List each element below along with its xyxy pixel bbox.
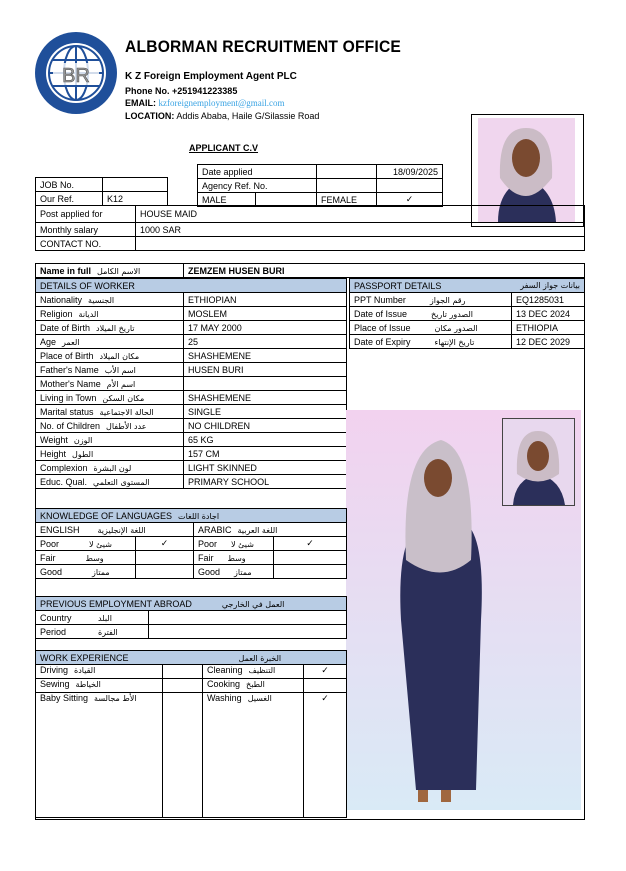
arabic-level-label: Good [198,566,221,577]
detail-label-ar: العمر [62,337,80,347]
name-label-ar: الاسم الكامل [97,266,141,276]
english-level-check: ✓ [136,537,194,551]
salary-value: 1000 SAR [136,223,585,237]
work-left-cell [36,693,163,818]
detail-label-cell [36,363,184,377]
agency-ref-value [377,179,443,193]
detail-label-ar: المستوى التعلمي [93,477,150,487]
detail-label-ar: مكان الميلاد [99,351,140,361]
english-level-cell [36,551,136,565]
detail-label: Height [40,448,67,459]
passport-label-ar: رقم الجواز [429,295,466,305]
work-right-label-ar: الغسيل [247,694,272,703]
work-right-cell [203,679,304,693]
location-label: LOCATION: [125,111,175,121]
work-right-cell [203,693,304,818]
detail-value: SINGLE [184,405,347,419]
detail-value: 157 CM [184,447,347,461]
detail-label-cell [36,433,184,447]
detail-row [36,433,347,447]
country-value [149,611,347,625]
salary-label: Monthly salary [36,223,136,237]
details-header: DETAILS OF WORKER [36,279,347,293]
work-title: WORK EXPERIENCE [40,652,129,663]
detail-label: No. of Children [40,420,101,431]
work-right-check: ✓ [304,665,347,679]
detail-value: 25 [184,335,347,349]
detail-label: Place of Birth [40,350,94,361]
languages-title: KNOWLEDGE OF LANGUAGES [40,510,173,521]
work-right-label-ar: التنظيف [248,666,276,675]
period-label-ar: الفترة [98,627,118,637]
detail-label: Date of Birth [40,322,91,333]
detail-value: LIGHT SKINNED [184,461,347,475]
arabic-level-label-ar: ممتاز [234,567,252,577]
post-value: HOUSE MAID [136,206,585,223]
detail-label: Complexion [40,462,88,473]
work-experience-table [35,650,347,818]
detail-value: NO CHILDREN [184,419,347,433]
detail-value: PRIMARY SCHOOL [184,475,347,489]
detail-label: Age [40,336,57,347]
language-level-row [36,551,347,565]
passport-label-ar: تاريخ الإنتهاء [434,337,475,347]
detail-label-ar: الجنسية [88,295,115,305]
work-right-cell [203,665,304,679]
detail-label: Father's Name [40,364,99,375]
arabic-level-check: ✓ [274,537,347,551]
detail-label: Weight [40,434,68,445]
detail-label-ar: لون البشرة [93,463,132,473]
detail-label-cell [36,307,184,321]
work-right-check: ✓ [304,693,347,818]
passport-label: PPT Number [354,294,406,305]
email-label: EMAIL: [125,98,156,108]
name-label: Name in full [40,265,92,276]
location: Addis Ababa, Haile G/Silassie Road [176,111,320,121]
detail-value: HUSEN BURI [184,363,347,377]
passport-label: Place of Issue [354,322,411,333]
job-table [35,177,168,206]
detail-label-cell [36,335,184,349]
work-right-label-ar: الطبخ [246,680,265,689]
post-label: Post applied for [36,206,136,223]
arabic-level-label-ar: وسط [227,553,246,563]
our-ref-value: K12 [103,192,168,206]
work-right-label: Washing [207,693,242,703]
work-row [36,693,347,818]
english-level-check [136,565,194,579]
period-label: Period [40,626,67,637]
work-left-check [163,693,203,818]
detail-row [36,405,347,419]
detail-label-cell [36,321,184,335]
name-label-cell [36,264,184,278]
detail-label-ar: تاريخ الميلاد [96,323,135,333]
arabic-level-label: Poor [198,538,218,549]
english-level-cell [36,565,136,579]
detail-label-cell [36,419,184,433]
passport-label: Date of Issue [354,308,408,319]
work-left-check [163,665,203,679]
work-left-label-ar: الخياطة [75,680,101,689]
female-label: FEMALE [317,193,377,207]
detail-label-ar: عدد الأطفال [106,421,147,431]
english-level-check [136,551,194,565]
agency-ref-label: Agency Ref. No. [198,179,317,193]
work-row [36,665,347,679]
detail-label-ar: اسم الأب [104,365,136,375]
english-level-label-ar: وسط [85,553,104,563]
work-left-cell [36,665,163,679]
passport-value: 13 DEC 2024 [512,307,585,321]
english-level-label-ar: ممتاز [92,567,110,577]
language-level-row [36,565,347,579]
english-level-cell [36,537,136,551]
contact-value [136,237,585,251]
english-label-ar: اللغة الإنجليزية [97,525,146,535]
detail-value: ETHIOPIAN [184,293,347,307]
languages-table [35,508,347,579]
passport-title-ar: بيانات جواز السفر [520,280,580,290]
name-value: ZEMZEM HUSEN BURI [184,264,585,278]
detail-label-ar: الديانة [78,309,99,319]
detail-label-cell [36,293,184,307]
contact-label: CONTACT NO. [36,237,136,251]
detail-row [36,321,347,335]
detail-value [184,377,347,391]
applicant-full-photo [346,410,581,810]
language-level-row [36,537,347,551]
detail-label: Mother's Name [40,378,101,389]
date-applied-value: 18/09/2025 [377,165,443,179]
passport-label-cell [350,293,512,307]
arabic-level-check [274,565,347,579]
name-table [35,263,585,278]
passport-row [350,335,585,349]
passport-label-cell [350,321,512,335]
arabic-level-label: Fair [198,552,214,563]
inset-portrait [502,418,575,506]
passport-value: 12 DEC 2029 [512,335,585,349]
passport-row [350,293,585,307]
agent-name: K Z Foreign Employment Agent PLC [125,71,297,82]
previous-title: PREVIOUS EMPLOYMENT ABROAD [40,598,192,609]
work-left-label: Baby Sitting [40,693,89,703]
detail-row [36,293,347,307]
passport-row [350,307,585,321]
company-name: ALBORMAN RECRUITMENT OFFICE [125,37,402,56]
previous-employment-table [35,596,347,639]
passport-value: EQ1285031 [512,293,585,307]
document-title: APPLICANT C.V [189,143,259,153]
date-applied-label: Date applied [198,165,317,179]
details-table [35,278,347,489]
passport-row [350,321,585,335]
work-row [36,679,347,693]
arabic-level-cell [194,565,274,579]
passport-table [349,278,585,349]
post-table [35,205,585,251]
detail-label: Living in Town [40,392,97,403]
detail-label-cell [36,391,184,405]
detail-value: SHASHEMENE [184,349,347,363]
passport-title: PASSPORT DETAILS [354,280,442,291]
detail-label: Nationality [40,294,83,305]
detail-row [36,363,347,377]
female-check: ✓ [377,193,443,207]
work-left-label: Sewing [40,679,70,689]
detail-label: Religion [40,308,73,319]
detail-label: Educ. Qual. [40,476,88,487]
detail-value: 17 MAY 2000 [184,321,347,335]
english-level-label: Fair [40,552,56,563]
detail-label-cell [36,461,184,475]
location-line [125,111,319,121]
passport-header [350,279,585,293]
arabic-level-check [274,551,347,565]
detail-label-cell [36,447,184,461]
email-line [125,98,285,108]
detail-label-cell [36,377,184,391]
detail-row [36,419,347,433]
detail-label-cell [36,405,184,419]
detail-value: MOSLEM [184,307,347,321]
male-label: MALE [198,193,256,207]
country-label: Country [40,612,72,623]
detail-label-ar: الحالة الاجتماعية [99,407,154,417]
phone: Phone No. +251941223385 [125,86,238,96]
detail-label-ar: الوزن [73,435,93,445]
detail-label-cell [36,349,184,363]
work-left-check [163,679,203,693]
job-no-value [103,178,168,192]
arabic-label: ARABIC [198,524,232,535]
english-label: ENGLISH [40,524,80,535]
application-table [197,164,443,207]
work-right-check [304,679,347,693]
passport-label-ar: الصدور مكان [434,323,478,333]
work-left-label: Driving [40,665,69,675]
detail-value: 65 KG [184,433,347,447]
detail-row [36,461,347,475]
work-left-label-ar: القيادة [74,666,96,675]
period-value [149,625,347,639]
arabic-level-label-ar: شيئ لا [231,539,254,549]
detail-row [36,475,347,489]
detail-label-cell [36,475,184,489]
our-ref-label: Our Ref. [36,192,103,206]
passport-label: Date of Expiry [354,336,411,347]
work-title-ar: الخبرة العمل [238,653,282,663]
email-link[interactable]: kzforeignemployment@gmail.com [158,98,285,108]
detail-row [36,377,347,391]
detail-row [36,391,347,405]
work-right-label: Cooking [207,679,241,689]
detail-label-ar: اسم الأم [106,379,136,389]
arabic-level-cell [194,537,274,551]
detail-label-ar: الطول [72,449,94,459]
company-logo [33,30,119,121]
english-level-label-ar: شيئ لا [89,539,112,549]
detail-row [36,349,347,363]
passport-value: ETHIOPIA [512,321,585,335]
detail-label-ar: مكان السكن [102,393,145,403]
english-level-label: Poor [40,538,60,549]
passport-label-ar: الصدور تاريخ [431,309,474,319]
detail-label: Marital status [40,406,94,417]
work-left-cell [36,679,163,693]
svg-text:BR: BR [62,65,90,87]
passport-label-cell [350,307,512,321]
previous-title-ar: العمل في الخارجي [221,599,285,609]
job-no-label: JOB No. [36,178,103,192]
detail-value: SHASHEMENE [184,391,347,405]
detail-row [36,307,347,321]
arabic-level-cell [194,551,274,565]
english-level-label: Good [40,566,63,577]
work-left-label-ar: الأط مجالسة [94,694,137,703]
passport-label-cell [350,335,512,349]
detail-row [36,335,347,349]
arabic-label-ar: اللغة العربية [237,525,278,535]
languages-title-ar: اجادة اللغات [178,511,220,521]
detail-row [36,447,347,461]
work-right-label: Cleaning [207,665,243,675]
country-label-ar: البلد [98,613,112,623]
